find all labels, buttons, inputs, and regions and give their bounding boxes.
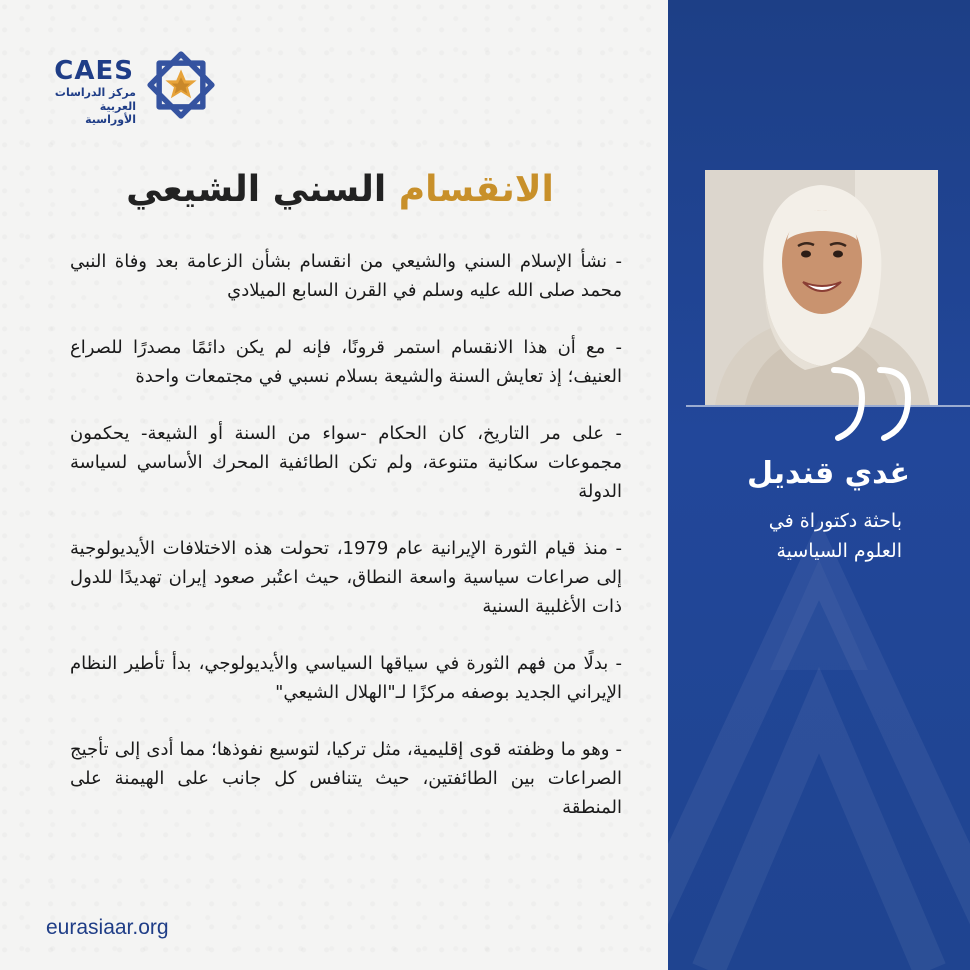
closing-quote-icon [822,366,922,442]
paragraph: - منذ قيام الثورة الإيرانية عام 1979، تحولت هذه الاختلافات الأيديولوجية إلى صراعات سياسية واسعة النطاق، حيث اعتُبر صعود إيران تهديدًا للدول ذات الأغلبية السنية [70,538,622,617]
paragraph: - بدلًا من فهم الثورة في سياقها السياسي والأيديولوجي، بدأ تأطير النظام الإيراني الجديد بوصفه مركزًا لـ"الهلال الشيعي" [70,653,622,703]
title-accent: الانقسام [398,169,554,210]
author-role-line-2: العلوم السياسية [776,540,902,562]
logo-acronym: CAES [54,56,134,86]
body-text [70,247,622,850]
paragraph: - نشأ الإسلام السني والشيعي من انقسام بشأن الزعامة بعد وفاة النبي محمد صلى الله عليه وسلم في القرن السابع الميلادي [70,251,622,301]
logo-line-2: العربية الأوراسية [85,100,136,126]
background-ornament-icon [668,520,970,970]
paragraph: - على مر التاريخ، كان الحكام -سواء من السنة أو الشيعة- يحكمون مجموعات سكانية متنوعة، ولم تكن الطائفية المحرك الأساسي لسياسة الدولة [70,423,622,502]
eight-point-star-logo-icon [142,46,220,124]
author-name: غدي قنديل [746,456,910,491]
paragraph: - مع أن هذا الانقسام استمر قرونًا، فإنه لم يكن دائمًا مصدرًا للصراع العنيف؛ إذ تعايش السنة والشيعة بسلام نسبي في مجتمعات واحدة [70,337,622,387]
caes-logo[interactable] [52,42,222,126]
paragraph: - وهو ما وظفته قوى إقليمية، مثل تركيا، لتوسيع نفوذها؛ مما أدى إلى تأجيج الصراعات بين الطائفتين، حيث يتنافس كل جانب على الهيمنة على المنطقة [70,739,622,818]
logo-line-1: مركز الدراسات [54,86,136,99]
website-link[interactable]: eurasiaar.org [46,916,169,939]
page-title [60,160,620,220]
title-rest: السني الشيعي [126,169,387,210]
author-role [690,506,902,566]
author-role-line-1: باحثة دكتوراة في [768,510,902,532]
